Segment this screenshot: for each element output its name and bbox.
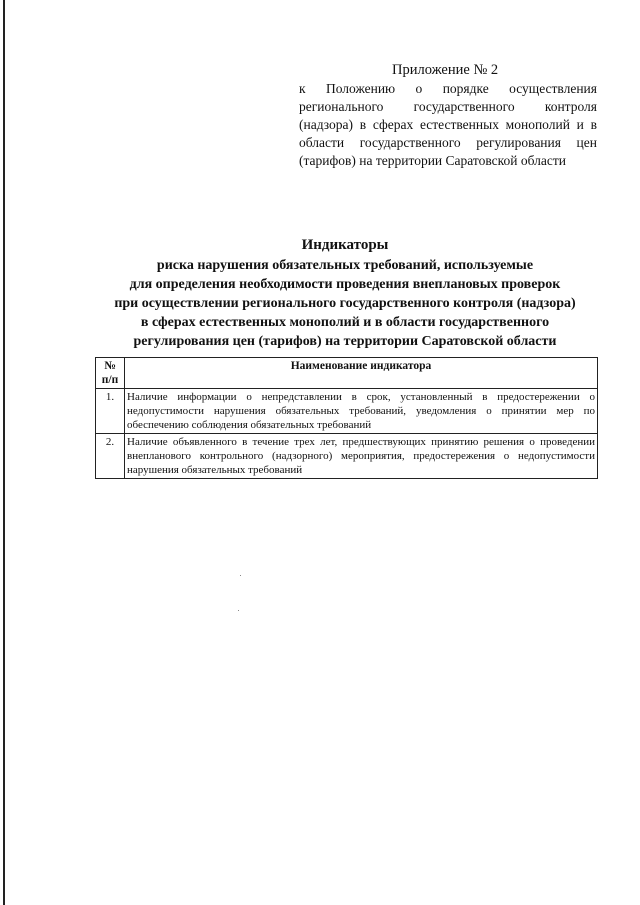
row-number: 1.: [96, 389, 125, 434]
appendix-number: Приложение № 2: [392, 62, 499, 78]
table-row: [96, 434, 598, 479]
document-title: Индикаторы: [301, 237, 389, 253]
indicator-name: Наличие информации о непредставлении в срок, установленный в предостережении о недопустимости нарушения обязательных требований, уведомления о принятии мер по обеспечению соблюдения обязательных требований: [125, 389, 598, 434]
column-header-name: Наименование индикатора: [125, 358, 598, 389]
table-row: [96, 389, 598, 434]
indicators-table: [95, 357, 598, 479]
document-subtitle: риска нарушения обязательных требований, используемые для определения необходимости проведения внеплановых проверок при осуществлении регионального государственного контроля (надзора) в сферах естественных монополий и в области государственного регулирования цен (тарифов) на территории Саратовской области: [114, 258, 576, 349]
document-title-block: [60, 236, 630, 351]
appendix-reference: к Положению о порядке осуществления регионального государственного контроля (надзора) в сферах естественных монополий и в области государственного регулирования цен (тарифов) на территории Саратовской области: [299, 81, 597, 168]
table-header-row: [96, 358, 598, 389]
scan-left-edge: [3, 0, 5, 905]
scan-speck: [240, 575, 241, 576]
row-number: 2.: [96, 434, 125, 479]
scan-speck: [238, 610, 239, 611]
indicator-name: Наличие объявленного в течение трех лет, предшествующих принятию решения о проведении внепланового контрольного (надзорного) мероприятия, предостережения о недопустимости нарушения обязательных требований: [125, 434, 598, 479]
column-header-number: № п/п: [96, 358, 125, 389]
